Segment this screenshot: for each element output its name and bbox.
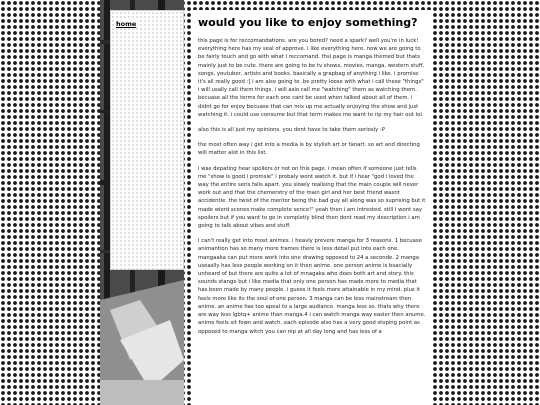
home-link[interactable]: home	[116, 20, 137, 28]
paragraph-opinions: also this is all just my opinions. you dont have to take them seriosly :P	[198, 127, 385, 134]
paragraph-intro: this page is for reccomandations. are you bored? need a spark? well you're in luck! everything here has my seal of approve. i like everything here. now we are going to be fairly touch and go with what i reccomand. thsi page is manga themed but thats mainly just to be cute. there are going to be tv shows, movies, manga, western stuff, songs, youtuber, artists and books. basically a grapbag of anything i like. i promise it's all really good :] i am also going to .be pretty loose with what i call these "things" i will usally call them things. i will aslo call me "watching" them as watching them. becuase all the terms for each one cant be used when talked about all of them. i didnt go for enjoy becuase that can mix up me actually enjoying the show and just watching it. i could use consume but that term makes me want to rip my hair out lol.	[198, 38, 425, 118]
sidebar-nav	[110, 10, 184, 270]
page-title: would you like to enjoy something?	[198, 16, 418, 29]
main-content	[192, 10, 432, 405]
paragraph-art: the most often way i get into a media is by stylish art or fanart. so art and directing will matter alot in this list.	[198, 142, 420, 157]
paragraph-manga: I can't really get into most animes. i heavly prevere manga for 3 reasons. 1 becuase animantion has so many more frames there is less detail put into each one. mangaaka can put more work into one drawing opposed to 24 a seconde. 2 manga useaslly has less people working on it then anime. one person anime is bsacially unheard of but there are quite a lot of mnagaka who does both art and story. this sounds stange but i like media that only one person has made more to media that has been made by many people. i guess it feels more attainable in my mind. plus it feels more like its the soul of one person. 3 manga can be less mainstream then anime. an anime has too apeal to a large audiance. manga less so. thats why there are way less lgbtq+ anime than manga.4 i can watch manga way easier then anume. anime feels sit fown and watch. each episode also has a very good stoping point as opposed to manga witch you can nip at all day long and has less of a	[198, 238, 426, 335]
paragraph-spoilers: i was depating hear spoilers or not on this page. i mean often if someone just tells me "show is good i promsie" i probaly wont watch it. but if i hear "god i loved the way the entire seris falls apart. you slowly realising that the main couple will never work out and that the chemerstry of the main girl and her best friend wasnt accidentle. the twist of the mentor being the bad guy all along was so suprising but it made wierd scenes make complete sence!" yeah then i am intrested. still i wont say spoilers but if you want to go in completly blind then dont read my description i am going to talk about vibes and stuff.	[198, 165, 426, 230]
